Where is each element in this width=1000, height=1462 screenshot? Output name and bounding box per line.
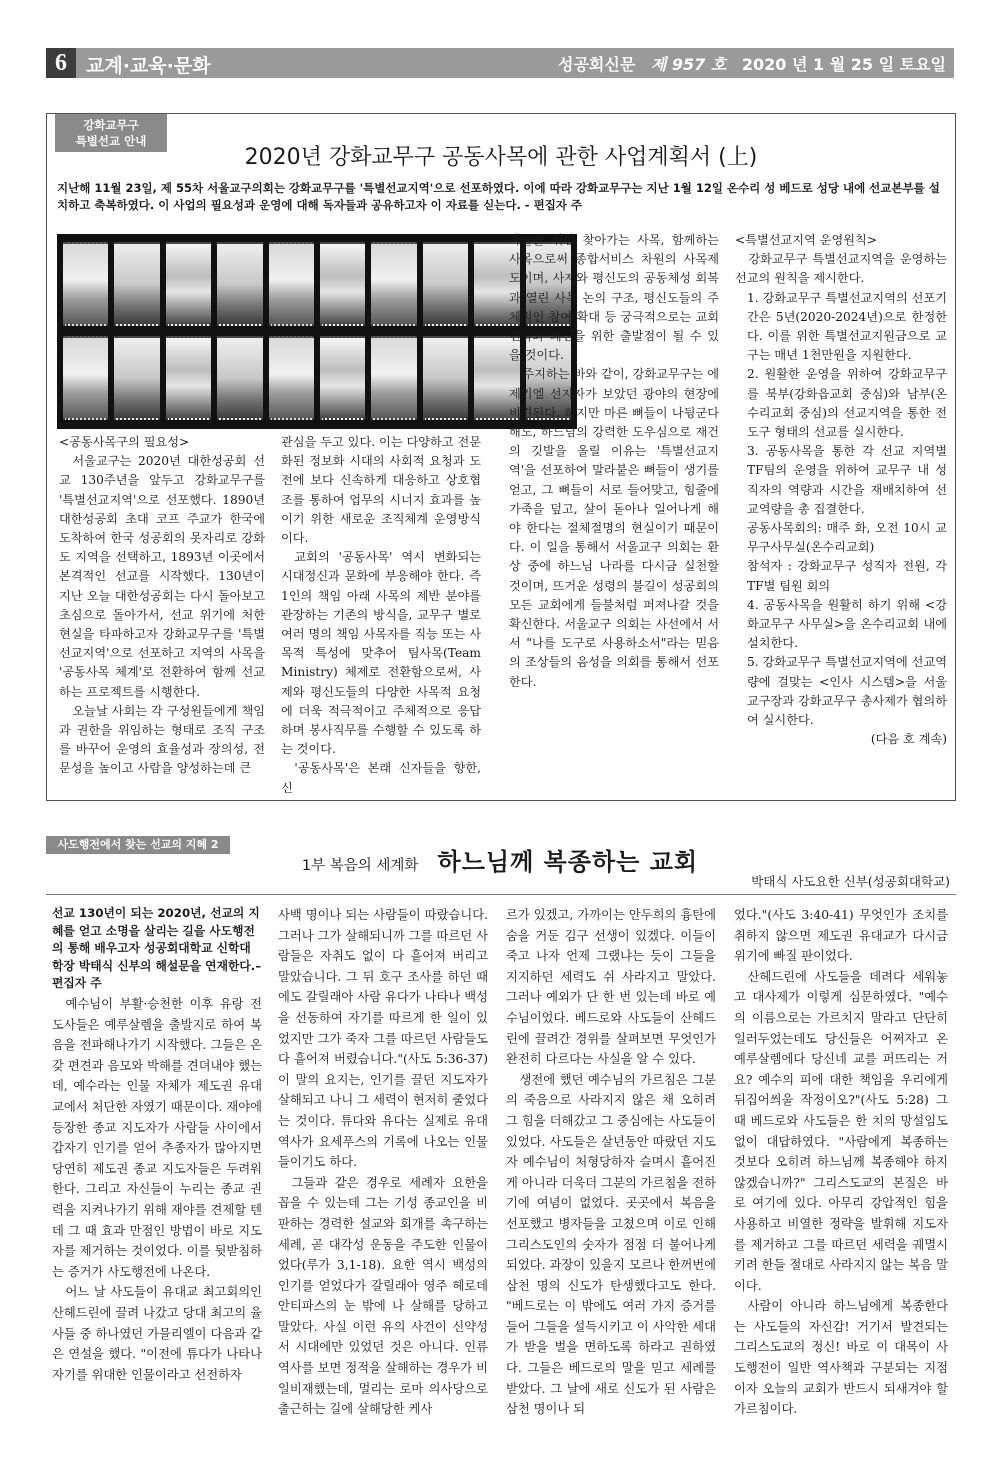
issue-date: 2020 년 1 월 25 일 토요일 <box>741 55 946 74</box>
paragraph: 르가 있겠고, 가까이는 안두희의 흉탄에 숨을 거둔 김구 선생이 있겠다. 이들이 죽고 나자 언제 그랬냐는 듯이 그들을 지지하던 세력도 쉬 사라지고 말았다. 그러나 예외가 단 한 번 있는데 바로 예수님이었다. 베드로와 사도들이 산헤드린에 끌려간 경위를 살펴보면 무엇인가 완전히 다르다는 사실을 알 수 있다. <box>506 908 716 1067</box>
article2-column-1 <box>52 994 262 1385</box>
church-photo <box>423 336 468 420</box>
article1-column-2 <box>281 433 481 798</box>
paragraph: 었다."(사도 3:40-41) 무엇인가 조치를 취하지 않으면 제도권 유대교가 다시금 위기에 빠질 판이었다. <box>734 908 948 964</box>
principle-item: 5. 강화교무구 특별선교지역에 선교역량에 걸맞는 <인사 시스템>을 서울교구장과 강화교무구 총사제가 협의하여 실시한다. <box>747 655 947 728</box>
paragraph: 자들을 위한 찾아가는 사목, 함께하는 사목으로써 종합서비스 차원의 사목제도이며, 사제와 평신도의 공동체성 회복과 열린 사목 논의 구조, 평신도들의 주체적인 참여 확대 등 궁극적으로는 교회 변화와 쇄신을 위한 출발점이 될 수 있을 것이다. <box>509 233 719 363</box>
article-lead: 지난해 11월 23일, 제 55차 서울교구의회는 강화교무구를 '특별선교지역'으로 선포하였다. 이에 따라 강화교무구는 지난 1월 12일 온수리 성 베드로 성당 내에 선교본부를 설치하고 축복하였다. 이 사업의 필요성과 운영에 대해 독자들과 공유하고자 이 자료를 싣는다. - 편집자 주 <box>57 181 940 212</box>
principle-item: 3. 공동사목을 통한 각 선교 지역별 TF팀의 운영을 위하여 교무구 내 성직자의 역량과 시간을 재배치하여 선교역량을 총 집결한다. <box>747 444 947 516</box>
masthead-info <box>548 52 946 75</box>
series-tag: 사도행전에서 찾는 선교의 지혜 2 <box>46 836 230 854</box>
paragraph: 서울교구는 2020년 대한성공회 선교 130주년을 앞두고 강화교무구를 '특별선교지역'으로 선포했다. 1890년 대한성공회 초대 코프 주교가 한국에 도착하여 한국 성공회의 못자리로 강화도 지역을 선택하고, 1893년 이곳에서 본격적인 선교를 시작했다. 130년이 지난 오늘 대한성공회는 다시 돌아보고 초심으로 돌아가서, 선교 위기에 처한 현실을 타파하고자 강화교무구를 '특별선교지역'으로 선포하고 지역의 사목을 '공동사목 체계'로 전환하여 함께 선교하는 프로젝트를 시행한다. <box>59 454 265 699</box>
church-photo <box>217 242 262 326</box>
church-photo <box>320 336 365 420</box>
principle-item: 2. 원활한 운영을 위하여 강화교무구를 북부(강화읍교회 중심)와 남부(온수리교회 중심)의 선교지역을 통한 전도구 형태의 선교를 실시한다. <box>747 367 947 440</box>
paragraph: 교회의 '공동사목' 역시 변화되는 시대정신과 문화에 부응해야 한다. 즉 1인의 책임 아래 사목의 제반 분야를 관장하는 기존의 방식을, 교무구 별로 여러 명의 책임 사목자를 직능 또는 사목적 특성에 맞추어 팀사목(Team Ministry) 체제로 전환함으로써, 사제와 평신도들의 다양한 사목적 요청에 더욱 적극적이고 주체적으로 응답하며 봉사직무를 수행할 수 있도록 하는 것이다. <box>281 550 481 757</box>
church-photo <box>63 336 108 420</box>
article1-column-3 <box>509 231 719 692</box>
church-photo <box>217 336 262 420</box>
article-tag-line2: 특별선교 안내 <box>75 134 147 148</box>
church-photo <box>371 336 416 420</box>
principle-item: 1. 강화교무구 특별선교지역의 선포기간은 5년(2020-2024년)으로 한정한다. 이를 위한 특별선교지원금으로 교구는 매년 1천만원을 지원한다. <box>747 290 947 363</box>
article1-column-4 <box>735 231 947 749</box>
paragraph: 주지하는 바와 같이, 강화교무구는 에제키엘 선지자가 보았던 광야의 현장에 비견된다. 하지만 마른 뼈들이 나뒹군다 해도, 하느님의 강력한 도우심으로 재건의 깃발을 올릴 이유는 '특별선교지역'을 선포하여 말라붙은 뼈들이 생기를 얻고, 그 뼈들이 서로 들어맞고, 힘줄에 가죽을 덮고, 살이 돋아나 일어나게 해야 한다는 절체절명의 현실이기 때문이다. 이 일을 통해서 서울교구 의회는 환상 중에 하느님 나라를 다시금 실천할 것이며, 뜨거운 성령의 불길이 성공회의 모든 교회에게 들불처럼 퍼져나갈 것을 확신한다. 서울교구 의회는 사선에서 서서 "나를 도구로 사용하소서"라는 믿음의 조상들의 음성을 의회를 통해서 선포한다. <box>509 367 719 689</box>
article-title: 2020년 강화교무구 공동사목에 관한 사업계획서 (上) <box>244 145 758 170</box>
paper-name: 성공회신문 <box>558 55 636 74</box>
church-photo <box>114 336 159 420</box>
article2-subtitle: 1부 복음의 세계화 <box>301 858 419 874</box>
continued-note: (다음 호 계속) <box>870 732 947 747</box>
masthead <box>46 48 954 78</box>
paragraph: 사람이 아니라 하느님에게 복종한다는 사도들의 자신감! 거기서 발견되는 그리스도교의 정신! 바로 이 대목이 사도행전이 일반 역사책과 구분되는 지점이자 오늘의 교회가 반드시 되새겨야 할 가르침이다. <box>734 1299 948 1417</box>
paragraph: 생전에 했던 예수님의 가르침은 그분의 죽음으로 사라지지 않은 채 오히려 그 힘을 더해갔고 그 중심에는 사도들이 있었다. 사도들은 살년동안 따랐던 지도자 예수님이 처형당하자 슬며시 흩어진 게 아니라 더욱더 그분의 가르침을 전하기에 여념이 없었다. 곳곳에서 복음을 선포했고 병자들을 고쳤으며 이로 인해 그리스도인의 숫자가 점점 더 불어나게 되었다. 과장이 있을지 모르나 한꺼번에 삼천 명의 신도가 탄생했다고도 한다. "베드로는 이 밖에도 여러 가지 증거를 들어 그들을 설득시키고 이 사악한 세대가 받을 벌을 면하도록 하라고 권하였다. 그들은 베드로의 말을 믿고 세례를 받았다. 그 날에 새로 신도가 된 사람은 삼천 명이나 되 <box>506 1072 716 1417</box>
meeting-info: 공동사목회의: 매주 화, 오전 10시 교무구사무실(온수리교회) <box>747 521 947 555</box>
paragraph: 그들과 같은 경우로 세례자 요한을 꼽을 수 있는데 그는 기성 종교인을 비판하는 경력한 설교와 회개를 촉구하는 세례, 곧 대각성 운동을 주도한 인물이었다(루가 3,1-18). 요한 역시 백성의 인기를 얻었다가 갈릴래아 영주 헤로데 안티파스의 눈 밖에 나 살해를 당하고 말았다. 사실 이런 유의 사건이 신약성서 시대에만 있었던 것은 아니다. 인류 역사를 보면 정적을 살해하는 경우가 비일비재했는데, 멀리는 로마 의사당으로 출근하는 길에 살해당한 케사 <box>278 1175 488 1417</box>
paragraph: 어느 날 사도들이 유대교 최고회의인 산헤드린에 끌려 나갔고 당대 최고의 율사들 중 하나였던 가믈리엘이 다음과 같은 연설을 했다. "이전에 튜다가 나타나 자기를 위대한 인물이라고 선전하자 <box>52 1285 262 1382</box>
church-photo <box>114 242 159 326</box>
paragraph: 예수님이 부활·승천한 이후 유랑 전도사들은 예루살렘을 출발지로 하여 복음을 전파해나가기 시작했다. 그들은 온갖 편견과 음모와 박해를 견뎌내야 했는데, 예수라는 인물 자체가 제도권 유대교에서 처단한 자였기 때문이다. 재야에 등장한 종교 지도자가 사람들 사이에서 갑자기 인기를 얻어 추종자가 많아지면 당연히 제도권 종교 지도자들은 두려워한다. 그리고 자신들이 누리는 종교 권력을 지켜나가기 위해 재야를 견제할 텐데 그 때 효과 만점인 방법이 바로 지도자를 제거하는 것이었다. 이를 뒷받침하는 증거가 사도행전에 나온다. <box>52 997 262 1279</box>
paragraph: '공동사목'은 본래 신자들을 향한, 신 <box>281 761 481 795</box>
paragraph: 사백 명이나 되는 사람들이 따랐습니다. 그러나 그가 살해되니까 그를 따르던 사람들은 자취도 없이 다 흩어져 버리고 말았습니다. 그 뒤 호구 조사를 하던 때에도 갈릴래아 사람 유다가 나타나 백성을 선동하여 자기를 따르게 한 일이 있었지만 그가 죽자 그를 따르던 사람들도 다 흩어져 버렸습니다."(사도 5:36-37) 이 말의 요지는, 인기를 끌던 지도자가 살해되고 나니 그 세력이 현저히 줄었다는 것이다. 튜다와 유다는 실제로 유대 역사가 요세푸스의 기록에 나오는 인물들이기도 하다. <box>278 908 488 1170</box>
article2-column-4 <box>734 905 948 1420</box>
page-number: 6 <box>46 48 76 78</box>
article-special-mission <box>46 113 956 801</box>
article2-lead: 선교 130년이 되는 2020년, 선교의 지혜를 얻고 소명을 살리는 길을 사도행전의 통해 배우고자 성공회대학교 신학대학장 박태식 신부의 해설문을 연재한다.– 편집자 주 <box>52 906 262 990</box>
article-tag-line1: 강화교무구 <box>83 118 139 132</box>
section-heading: <특별선교지역 운영원칙> <box>735 233 878 247</box>
article1-column-1 <box>59 433 265 779</box>
church-photo <box>269 336 314 420</box>
photo-row <box>63 336 571 420</box>
church-photo <box>269 242 314 326</box>
article2-title: 하느님께 복종하는 교회 <box>437 848 699 876</box>
church-photo <box>166 336 211 420</box>
article2-column-3 <box>506 905 716 1420</box>
paragraph: 강화교무구 특별선교지역을 운영하는 선교의 원칙을 제시한다. <box>735 252 947 286</box>
church-photo <box>63 242 108 326</box>
photo-row <box>63 242 571 326</box>
church-photo-collage <box>57 234 577 429</box>
church-photo <box>371 242 416 326</box>
paragraph: 관심을 두고 있다. 이는 다양하고 전문화된 정보화 시대의 사회적 요청과 도전에 보다 신속하게 대응하고 상호협조를 통하여 업무의 시너지 효과를 높이기 위한 새로운 조직체계 운영방식이다. <box>281 435 481 546</box>
byline: 박태식 사도요한 신부(성공회대학교) <box>751 874 950 889</box>
paragraph: 산헤드린에 사도들을 데려다 세워놓고 대사제가 이렇게 심문하였다. "예수의 이름으로는 가르치지 말라고 단단히 일러두었는데도 당신들은 어쩌자고 온 예루살렘에다 당신네 교를 퍼뜨리는 거요? 예수의 피에 대한 책임을 우리에게 뒤집어씌울 작정이오?"(사도 5:28) 그 때 베드로와 사도들은 한 치의 망설임도 없이 대답하였다. "사람에게 복종하는 것보다 오히려 하느님께 복종해야 하지 않겠습니까?" 그리스도교의 본질은 바로 여기에 있다. 아무리 강압적인 힘을 사용하고 비열한 정략을 발휘해 지도자를 제거하고 그를 따르던 세력을 궤멸시키려 한들 절대로 사라지지 않는 복음 말이다. <box>734 969 948 1293</box>
church-photo <box>166 242 211 326</box>
divider <box>46 894 956 895</box>
church-photo <box>423 242 468 326</box>
attendees-info: 참석자 : 강화교무구 성직자 전원, 각 TF별 팀원 회의 <box>747 559 947 593</box>
section-title: 교계·교육·문화 <box>86 55 211 77</box>
principle-item: 4. 공동사목을 원활히 하기 위해 <강화교무구 사무실>을 온수리교회 내에 설치한다. <box>747 597 947 651</box>
section-heading: <공동사목구의 필요성> <box>59 435 190 449</box>
issue-number: 제 957 호 <box>650 55 727 74</box>
article2-column-2 <box>278 905 488 1420</box>
paragraph: 오늘날 사회는 각 구성원들에게 책임과 권한을 위임하는 형태로 조직 구조를 바꾸어 운영의 효율성과 장의성, 전문성을 높이고 사람을 양성하는데 큰 <box>59 703 265 776</box>
church-photo <box>320 242 365 326</box>
